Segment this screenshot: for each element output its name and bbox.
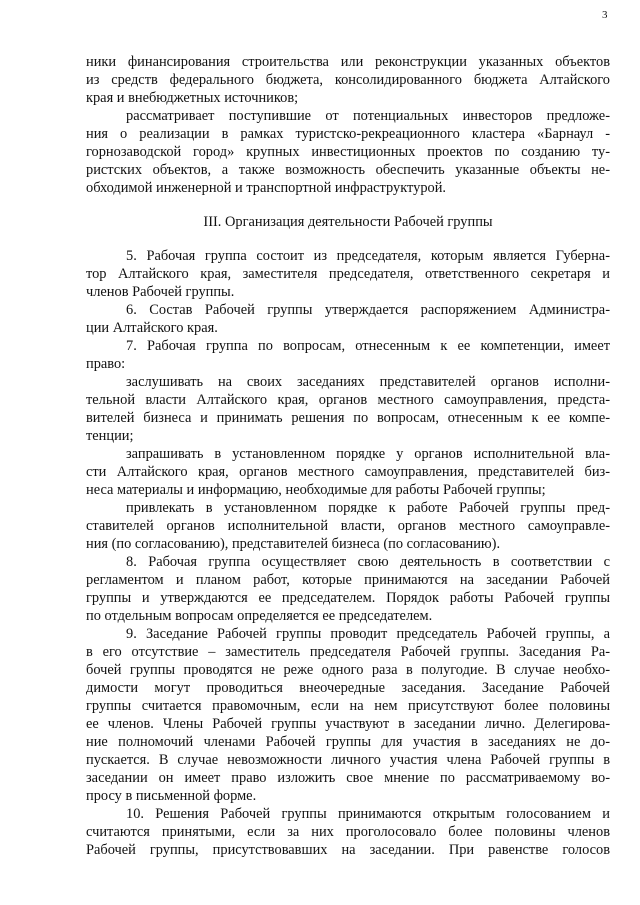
text-line: заслушивать на своих заседаниях представителей органов исполни- [126,374,610,390]
text-line: ники финансирования строительства или реконструкции указанных объектов [86,54,610,70]
text-line: привлекать в установленном порядке к работе Рабочей группы пред- [126,500,610,516]
text-line: Рабочей группы, присутствовавших на заседании. При равенстве голосов [86,842,610,858]
text-line: тенции; [86,428,134,444]
text-line: заседании он имеет право изложить свое мнение по рассматриваемому во- [86,770,610,786]
text-line: края и внебюджетных источников; [86,90,299,106]
text-line: 10. Решения Рабочей группы принимаются открытым голосованием и [126,806,610,822]
text-line: группы считается правомочным, если на нем присутствуют более половины [86,698,610,714]
text-line: право: [86,356,126,372]
text-line: в его отсутствие – заместитель председателя Рабочей группы. Заседания Ра- [86,644,610,660]
text-line: пускается. В случае невозможности личного участия члена Рабочей группы в [86,752,610,768]
text-line: ставителей органов исполнительной власти, органов местного самоуправле- [86,518,610,534]
text-line: 9. Заседание Рабочей группы проводит председатель Рабочей группы, а [126,626,610,642]
text-line: ние полномочий членами Рабочей группы для участия в заседаниях не до- [86,734,610,750]
text-line: бочей группы проводятся не реже одного раза в полугодие. В случае необхо- [86,662,610,678]
text-line: 5. Рабочая группа состоит из председателя, которым является Губерна- [126,248,610,264]
text-line: рассматривает поступившие от потенциальных инвесторов предложе- [126,108,610,124]
text-line: группы и утверждаются ее председателем. Порядок работы Рабочей группы [86,590,610,606]
text-line: считаются принятыми, если за них проголосовало более половины членов [86,824,610,840]
text-line: димости могут проводиться внеочередные заседания. Заседание Рабочей [86,680,610,696]
text-line: членов Рабочей группы. [86,284,235,300]
text-line: ния о реализации в рамках туристско-рекреационного кластера «Барнаул - [86,126,610,142]
text-line: тор Алтайского края, заместителя председателя, ответственного секретаря и [86,266,610,282]
text-line: вителей бизнеса и принимать решения по вопросам, отнесенным к ее компе- [86,410,610,426]
text-line: ристских объектов, а также возможность обеспечить указанные объекты не- [86,162,610,178]
text-line: ния (по согласованию), представителей бизнеса (по согласованию). [86,536,501,552]
text-line: 7. Рабочая группа по вопросам, отнесенным к ее компетенции, имеет [126,338,610,354]
text-line: 6. Состав Рабочей группы утверждается распоряжением Администра- [126,302,610,318]
text-line: тельной власти Алтайского края, органов местного самоуправления, предста- [86,392,610,408]
text-line: из средств федерального бюджета, консолидированного бюджета Алтайского [86,72,610,88]
text-line: просу в письменной форме. [86,788,257,804]
text-line: сти Алтайского края, органов местного самоуправления, представителей биз- [86,464,610,480]
text-line: по отдельным вопросам определяется ее председателем. [86,608,433,624]
text-line: запрашивать в установленном порядке у органов исполнительной вла- [126,446,610,462]
text-line: ции Алтайского края. [86,320,218,336]
text-line: обходимой инженерной и транспортной инфраструктурой. [86,180,447,196]
text-line: регламентом и планом работ, которые принимаются на заседании Рабочей [86,572,610,588]
text-line: 8. Рабочая группа осуществляет свою деятельность в соответствии с [126,554,610,570]
section-heading: III. Организация деятельности Рабочей группы [203,214,493,230]
text-line: неса материалы и информацию, необходимые для работы Рабочей группы; [86,482,546,498]
text-line: горнозаводской город» крупных инвестиционных проектов по созданию ту- [86,144,610,160]
page-number: 3 [602,9,608,21]
text-line: ее членов. Члены Рабочей группы участвуют в заседании лично. Делегирова- [86,716,610,732]
